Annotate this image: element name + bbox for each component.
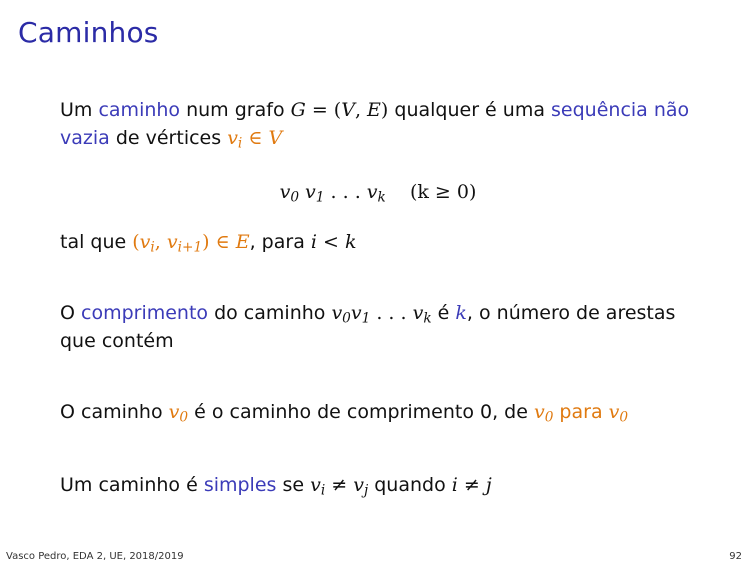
footer-author: Vasco Pedro, EDA 2, UE, 2018/2019	[6, 551, 184, 562]
math-k: k	[344, 231, 357, 253]
path-sequence-equation	[0, 178, 756, 206]
paragraph-edge-condition	[60, 228, 710, 256]
term-sequencia: sequência não	[551, 99, 690, 121]
footer-page-number: 92	[729, 551, 742, 562]
math-lt: <	[316, 231, 345, 253]
math-v1: $v_1$	[299, 181, 325, 206]
math-V: V	[341, 99, 355, 121]
math-dots: . . .	[370, 302, 413, 324]
slide-title: Caminhos	[18, 16, 159, 49]
text: do caminho	[208, 302, 332, 324]
text: O caminho	[60, 401, 169, 423]
text: , para	[249, 231, 311, 253]
math-V2: V	[268, 127, 283, 149]
text: é o caminho de comprimento 0, de	[188, 401, 534, 423]
math-v0-from: $v_0$	[533, 401, 554, 426]
math-v0: $v_0$	[279, 181, 300, 206]
math-E: E	[367, 99, 381, 121]
text: de vértices	[109, 127, 228, 149]
math-paren-open: (	[132, 231, 140, 253]
text: quando	[368, 474, 452, 496]
math-vi: $v_i$	[227, 127, 243, 152]
math-vi: $v_i$	[139, 231, 155, 256]
math-neq: ≠	[325, 474, 354, 496]
text-para: para	[553, 401, 609, 423]
math-k: k	[455, 302, 467, 324]
math-v0: $v_0$	[331, 302, 351, 327]
text: se	[276, 474, 311, 496]
math-comma: ,	[154, 231, 167, 253]
text: que contém	[60, 330, 174, 352]
term-vazia: vazia	[60, 127, 110, 149]
term-simples: simples	[203, 474, 277, 496]
math-vk: $v_k$	[412, 302, 432, 327]
math-condition: (k ≥ 0)	[385, 181, 477, 203]
paragraph-simple-path	[60, 471, 710, 499]
math-eq: = (	[305, 99, 342, 121]
text: qualquer é uma	[388, 99, 552, 121]
math-dots: . . .	[324, 181, 367, 203]
math-in: ∈	[209, 231, 236, 253]
term-caminho: caminho	[98, 99, 181, 121]
math-close: )	[380, 99, 389, 121]
text: O	[60, 302, 81, 324]
text: , o número de arestas	[466, 302, 676, 324]
math-vk: $v_k$	[366, 181, 386, 206]
text: é	[431, 302, 456, 324]
math-comma: ,	[354, 99, 368, 121]
text: Um caminho é	[60, 474, 204, 496]
math-paren-close: )	[202, 231, 210, 253]
math-i: i	[310, 231, 317, 253]
paragraph-length-definition	[60, 299, 710, 355]
math-vi: $v_i$	[310, 474, 326, 499]
term-comprimento: comprimento	[81, 302, 209, 324]
math-in: ∈	[242, 127, 269, 149]
math-vi1: $v_{i+1}$	[166, 231, 203, 256]
math-vj: $v_j$	[353, 474, 369, 499]
text: tal que	[60, 231, 133, 253]
text: num grafo	[180, 99, 291, 121]
math-v0-to: $v_0$	[608, 401, 629, 426]
math-v0: $v_0$	[168, 401, 189, 426]
math-G: G	[290, 99, 306, 121]
math-v1: $v_1$	[350, 302, 371, 327]
text: Um	[60, 99, 99, 121]
math-i: i	[451, 474, 458, 496]
math-E: E	[235, 231, 250, 253]
paragraph-path-definition	[60, 96, 710, 152]
math-j: j	[485, 474, 492, 496]
math-neq: ≠	[457, 474, 486, 496]
paragraph-trivial-path	[60, 398, 710, 426]
